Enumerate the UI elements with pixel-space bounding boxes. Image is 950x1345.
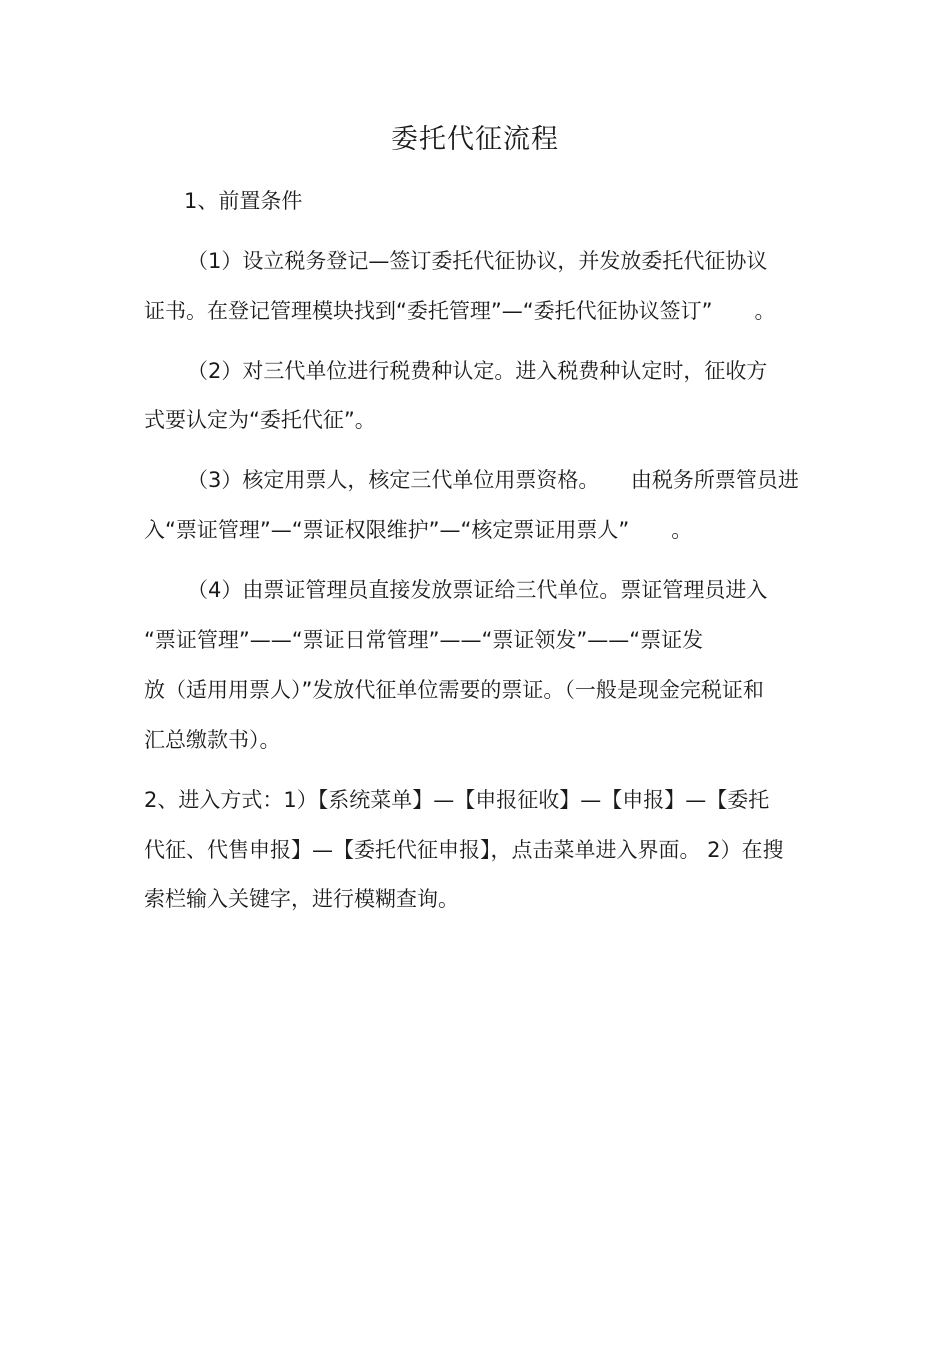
step-3-line-1: （3）核定用票人，核定三代单位用票资格。 由税务所票管员进	[187, 468, 799, 492]
step-1-line-2: 证书。在登记管理模块找到“委托管理”—“委托代征协议签订” 。	[144, 299, 776, 323]
step-3-line-2: 入“票证管理”—“票证权限维护”—“核定票证用票人” 。	[144, 518, 693, 542]
step-4-line-2: “票证管理”——“票证日常管理”——“票证领发”——“票证发	[144, 628, 704, 652]
step-4-line-1: （4）由票证管理员直接发放票证给三代单位。票证管理员进入	[187, 578, 768, 602]
step-4-line-4: 汇总缴款书）。	[144, 728, 281, 752]
document-title: 委托代征流程	[391, 124, 559, 155]
step-4-line-3: 放（适用用票人）”发放代征单位需要的票证。（一般是现金完税证和	[144, 678, 764, 702]
step-2-line-2: 式要认定为“委托代征”。	[144, 408, 376, 432]
section-1-heading: 1、前置条件	[184, 189, 303, 213]
step-1-line-1: （1）设立税务登记—签订委托代征协议，并发放委托代征协议	[187, 249, 768, 273]
section-2-line-1: 2、进入方式：1）【系统菜单】—【申报征收】—【申报】—【委托	[144, 788, 770, 812]
section-2-line-2: 代征、代售申报】—【委托代征申报】，点击菜单进入界面。 2）在搜	[144, 838, 784, 862]
step-2-line-1: （2）对三代单位进行税费种认定。进入税费种认定时，征收方	[187, 359, 768, 383]
section-2-line-3: 索栏输入关键字，进行模糊查询。	[144, 887, 459, 911]
